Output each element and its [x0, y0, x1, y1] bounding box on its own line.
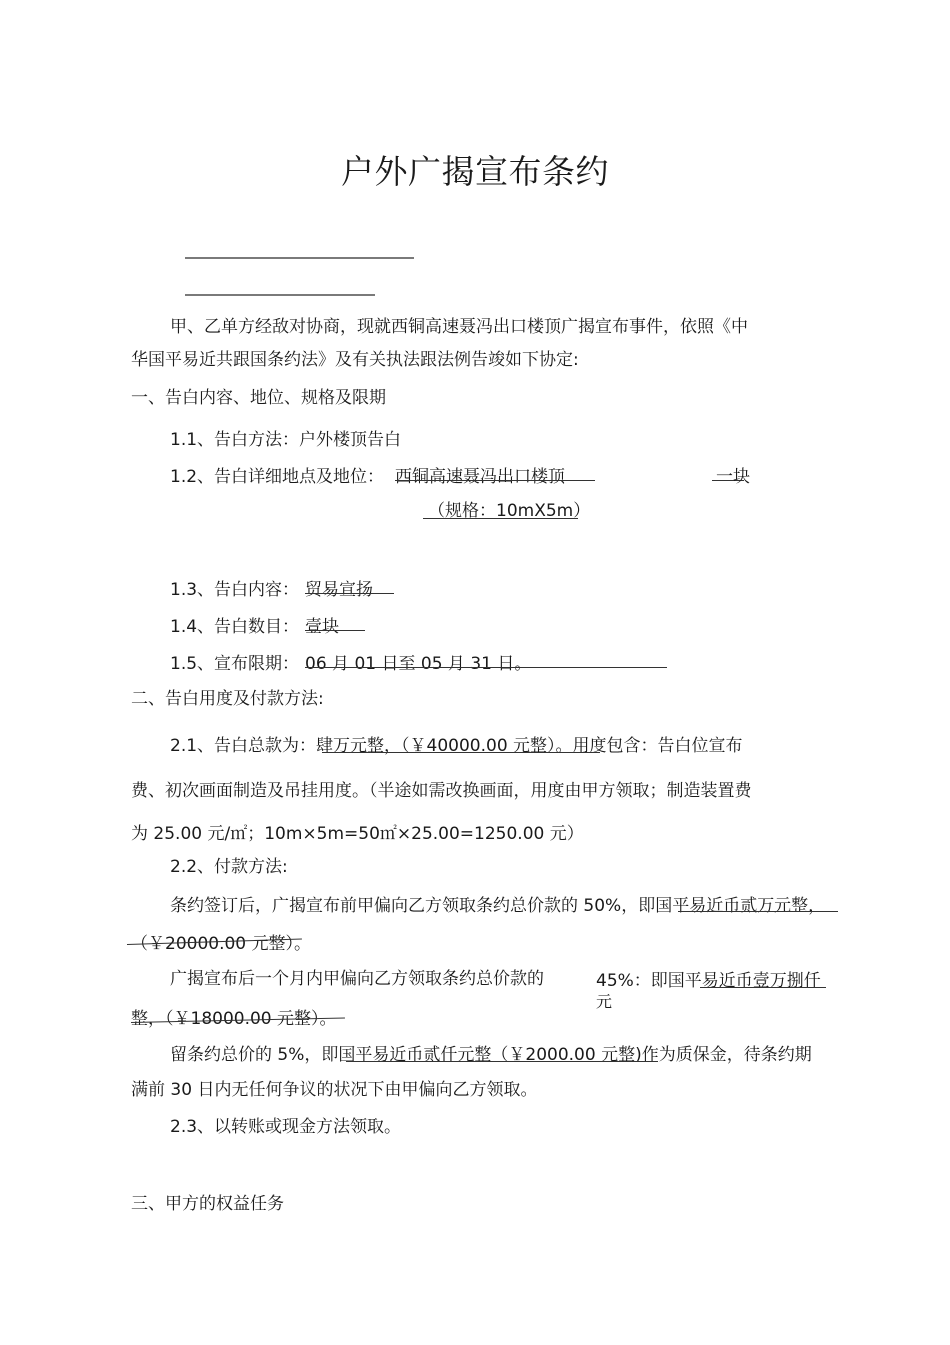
intro-line-2: 华国平易近共跟国条约法》及有关执法跟法例告竣如下协定:: [131, 350, 579, 370]
spec-underline: [423, 518, 578, 519]
payment-2-line-2: 整，（￥18000.00 元整）。: [131, 1009, 337, 1029]
payment-1-underline: [678, 911, 838, 912]
payment-2-line-1a: 广揭宣布后一个月内甲偏向乙方领取条约总价款的: [170, 969, 544, 989]
payment-3-line-1: 留条约总价的 5%，即国平易近币贰仟元整（￥2000.00 元整)作为质保金，待条约期: [170, 1045, 812, 1065]
section-1-heading: 一、告白内容、地位、规格及限期: [131, 388, 386, 408]
item-1-2-label: 1.2、告白详细地点及地位：: [170, 467, 385, 487]
party-a-blank-line: [185, 257, 414, 259]
deposit-underline: [346, 1061, 658, 1062]
payment-1-line-1: 条约签订后，广揭宣布前甲偏向乙方领取条约总价款的 50%，即国平易近币贰万元整，: [170, 896, 826, 916]
intro-line-1: 甲、乙单方经敌对协商，现就西铜高速聂冯出口楼顶广揭宣布事件，依照《中: [170, 317, 748, 337]
term-underline: [305, 667, 667, 668]
item-1-2-spec: （规格：10mX5m）: [428, 501, 591, 521]
item-1-3-label: 1.3、告白内容：: [170, 580, 300, 600]
quantity-underline: [305, 630, 365, 631]
payment-2-line-1b: 45%：即国平易近币壹万捌仟: [596, 971, 821, 991]
payment-3-line-2: 满前 30 日内无任何争议的状况下由甲偏向乙方领取。: [131, 1080, 538, 1100]
item-1-2-location: 西铜高速聂冯出口楼顶: [395, 467, 565, 487]
item-1-3-value: 贸易宣扬: [305, 580, 373, 600]
section-2-heading: 二、告白用度及付款方法:: [131, 689, 324, 709]
payment-2-yuan: 元: [596, 992, 613, 1011]
item-2-3: 2.3、以转账或现金方法领取。: [170, 1117, 402, 1137]
section-3-heading: 三、甲方的权益任务: [131, 1194, 284, 1214]
item-2-1-line-2: 费、初次画面制造及吊挂用度。（半途如需改换画面，用度由甲方领取；制造装置费: [131, 781, 752, 801]
item-1-1: 1.1、告白方法：户外楼顶告白: [170, 430, 402, 450]
item-1-4-value: 壹块: [305, 617, 339, 637]
document-title: 户外广揭宣布条约: [341, 152, 609, 191]
item-2-1-line-1: 2.1、告白总款为：肆万元整，（￥40000.00 元整）。用度包含：告白位宣布: [170, 736, 743, 756]
item-2-2: 2.2、付款方法:: [170, 857, 288, 877]
item-1-4-label: 1.4、告白数目：: [170, 617, 300, 637]
total-amount-underline: [322, 752, 600, 753]
party-b-blank-line: [185, 294, 375, 296]
payment-2-underline: [700, 987, 826, 988]
item-1-5-label: 1.5、宣布限期：: [170, 654, 300, 674]
item-1-5-value: 06 月 01 日至 05 月 31 日。: [305, 654, 532, 674]
item-2-1-line-3: 为 25.00 元/㎡；10m×5m=50㎡×25.00=1250.00 元）: [131, 824, 584, 844]
content-underline: [305, 593, 394, 594]
item-1-2-count: 一块: [716, 467, 750, 487]
location-underline: [395, 480, 595, 481]
payment-1-line-2: （￥20000.00 元整）。: [131, 934, 312, 954]
